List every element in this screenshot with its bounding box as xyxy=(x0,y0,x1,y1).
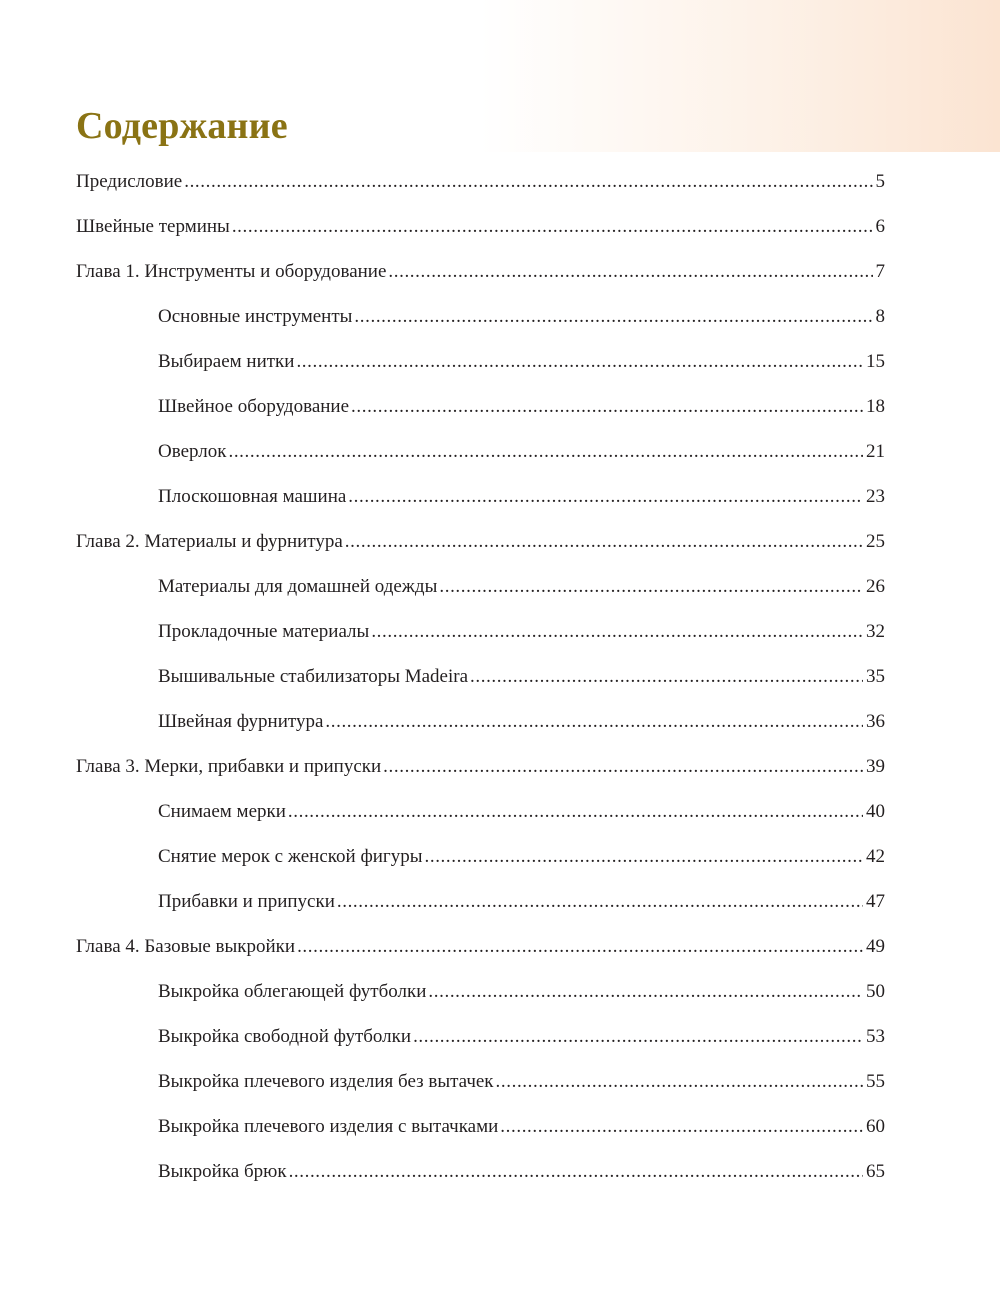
dot-leader xyxy=(413,1014,863,1059)
entry-page-number: 18 xyxy=(866,396,885,417)
entry-page-number: 39 xyxy=(866,756,885,777)
entry-title: Материалы для домашней одежды xyxy=(158,576,438,597)
entry-page-number: 23 xyxy=(866,486,885,507)
toc-section-entry xyxy=(0,789,885,834)
toc-section-entry xyxy=(0,339,885,384)
entry-title: Швейная фурнитура xyxy=(158,711,324,732)
dot-leader xyxy=(500,1104,863,1149)
entry-page-number: 42 xyxy=(866,846,885,867)
dot-leader xyxy=(383,744,863,789)
dot-leader xyxy=(337,879,863,924)
entry-page-number: 53 xyxy=(866,1026,885,1047)
entry-title: Выкройка брюк xyxy=(158,1161,287,1182)
dot-leader xyxy=(348,474,863,519)
dot-leader xyxy=(288,789,863,834)
toc-chapter-entry xyxy=(0,744,885,789)
entry-page-number: 40 xyxy=(866,801,885,822)
dot-leader xyxy=(425,834,864,879)
entry-title: Снятие мерок с женской фигуры xyxy=(158,846,423,867)
entry-title: Глава 1. Инструменты и оборудование xyxy=(76,261,387,282)
entry-title: Плоскошовная машина xyxy=(158,486,347,507)
toc-section-entry xyxy=(0,1059,885,1104)
entry-page-number: 5 xyxy=(875,171,885,192)
dot-leader xyxy=(297,924,863,969)
entry-title: Глава 4. Базовые выкройки xyxy=(76,936,296,957)
entry-title: Выкройка плечевого изделия без вытачек xyxy=(158,1071,494,1092)
entry-title: Предисловие xyxy=(76,171,183,192)
toc-section-entry xyxy=(0,1104,885,1149)
dot-leader xyxy=(296,339,863,384)
entry-title: Вышивальные стабилизаторы Madeira xyxy=(158,666,469,687)
entry-title: Прокладочные материалы xyxy=(158,621,370,642)
toc-chapter-entry xyxy=(0,519,885,564)
toc-section-entry xyxy=(0,699,885,744)
entry-page-number: 26 xyxy=(866,576,885,597)
dot-leader xyxy=(470,654,863,699)
dot-leader xyxy=(345,519,863,564)
dot-leader xyxy=(228,429,863,474)
toc-section-entry xyxy=(0,654,885,699)
page-title: Содержание xyxy=(76,105,288,147)
entry-page-number: 35 xyxy=(866,666,885,687)
entry-title: Снимаем мерки xyxy=(158,801,286,822)
entry-page-number: 21 xyxy=(866,441,885,462)
dot-leader xyxy=(428,969,863,1014)
entry-title: Выбираем нитки xyxy=(158,351,295,372)
toc-chapter-entry xyxy=(0,159,885,204)
entry-title: Выкройка свободной футболки xyxy=(158,1026,412,1047)
toc-chapter-entry xyxy=(0,204,885,249)
dot-leader xyxy=(388,249,872,294)
entry-page-number: 36 xyxy=(866,711,885,732)
toc-section-entry xyxy=(0,969,885,1014)
toc-section-entry xyxy=(0,1014,885,1059)
dot-leader xyxy=(351,384,863,429)
toc-chapter-entry xyxy=(0,249,885,294)
toc-section-entry xyxy=(0,429,885,474)
toc-section-entry xyxy=(0,474,885,519)
toc-chapter-entry xyxy=(0,924,885,969)
entry-page-number: 8 xyxy=(875,306,885,327)
entry-page-number: 15 xyxy=(866,351,885,372)
entry-page-number: 60 xyxy=(866,1116,885,1137)
entry-page-number: 25 xyxy=(866,531,885,552)
entry-title: Швейное оборудование xyxy=(158,396,350,417)
entry-page-number: 65 xyxy=(866,1161,885,1182)
toc-section-entry xyxy=(0,879,885,924)
dot-leader xyxy=(232,204,873,249)
entry-page-number: 49 xyxy=(866,936,885,957)
toc-section-entry xyxy=(0,294,885,339)
entry-title: Выкройка плечевого изделия с вытачками xyxy=(158,1116,499,1137)
toc-section-entry xyxy=(0,1149,885,1194)
entry-page-number: 55 xyxy=(866,1071,885,1092)
entry-title: Прибавки и припуски xyxy=(158,891,335,912)
entry-page-number: 50 xyxy=(866,981,885,1002)
dot-leader xyxy=(371,609,863,654)
entry-title: Глава 3. Мерки, прибавки и припуски xyxy=(76,756,382,777)
toc-section-entry xyxy=(0,834,885,879)
toc-section-entry xyxy=(0,384,885,429)
dot-leader xyxy=(184,159,872,204)
entry-page-number: 6 xyxy=(875,216,885,237)
entry-page-number: 47 xyxy=(866,891,885,912)
dot-leader xyxy=(354,294,872,339)
entry-title: Глава 2. Материалы и фурнитура xyxy=(76,531,343,552)
entry-page-number: 7 xyxy=(875,261,885,282)
entry-title: Оверлок xyxy=(158,441,227,462)
dot-leader xyxy=(289,1149,863,1194)
entry-title: Выкройка облегающей футболки xyxy=(158,981,427,1002)
entry-title: Основные инструменты xyxy=(158,306,353,327)
entry-page-number: 32 xyxy=(866,621,885,642)
dot-leader xyxy=(496,1059,863,1104)
corner-gradient-decoration xyxy=(480,0,1000,152)
entry-title: Швейные термины xyxy=(76,216,230,237)
toc-section-entry xyxy=(0,609,885,654)
toc-section-entry xyxy=(0,564,885,609)
table-of-contents xyxy=(0,159,1000,1194)
dot-leader xyxy=(439,564,863,609)
dot-leader xyxy=(325,699,863,744)
